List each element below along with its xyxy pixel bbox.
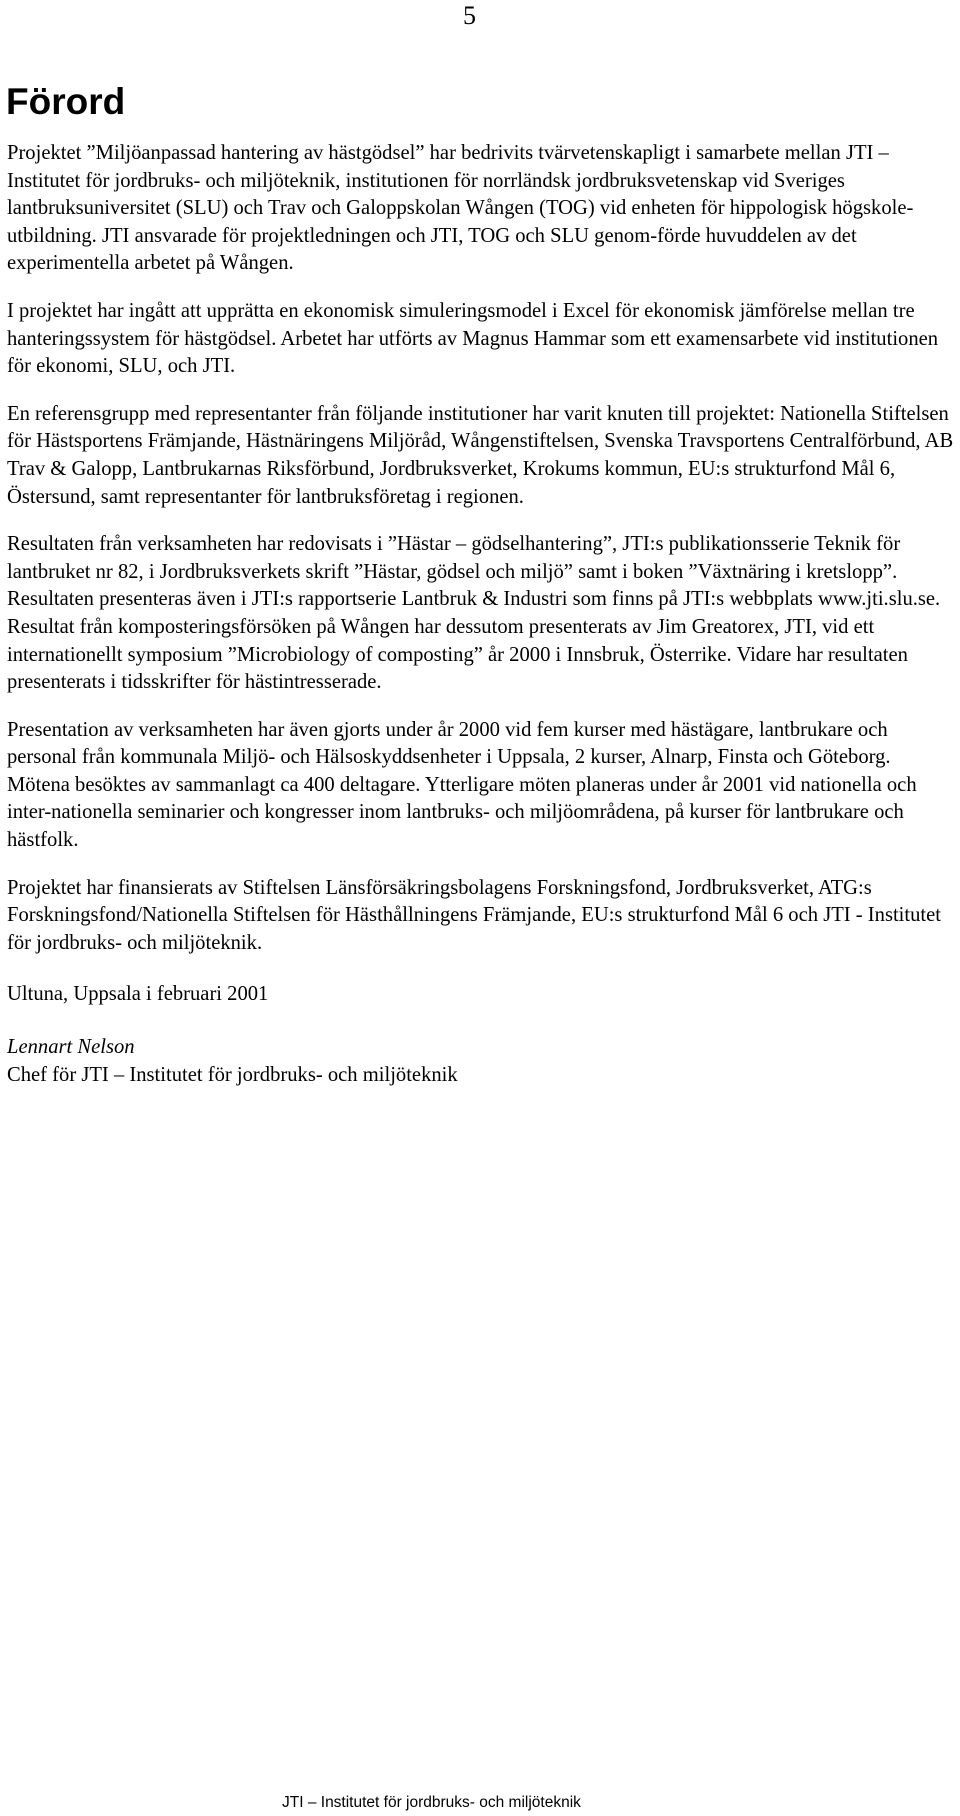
paragraph-4: Resultaten från verksamheten har redovisats i ”Hästar – gödselhantering”, JTI:s publikationsserie Teknik för lantbruket nr 82, i Jordbruksverkets skrift ”Hästar, gödsel och miljö” samt i boken ”Växtnäring i kretslopp”. Resultaten presenteras även i JTI:s rapportserie Lantbruk & Industri som finns på JTI:s webbplats www.jti.slu.se. Resultat från komposteringsförsöken på Wången har dessutom presenterats av Jim Greatorex, JTI, vid ett internationellt symposium ”Microbiology of composting” år 2000 i Innsbruk, Österrike. Vidare har resultaten presenterats i tidsskrifter för hästintresserade. [7,533,941,694]
page-number: 5 [463,1,476,30]
signer-title: Chef för JTI – Institutet för jordbruks- och miljöteknik [7,1063,458,1086]
place-date: Ultuna, Uppsala i februari 2001 [7,983,269,1006]
paragraph-2: I projektet har ingått att upprätta en ekonomisk simuleringsmodel i Excel för ekonomisk jämförelse mellan tre hanteringssystem för hästgödsel. Arbetet har utförts av Magnus Hammar som ett examensarbete vid institutionen för ekonomi, SLU, och JTI. [7,299,939,378]
paragraph-1: Projektet ”Miljöanpassad hantering av hästgödsel” har bedrivits tvärvetenskapligt i samarbete mellan JTI – Institutet för jordbruks- och miljöteknik, institutionen för norrländsk jordbruksvetenskap vid Sveriges lantbruksuniversitet (SLU) och Trav och Galoppskolan Wången (TOG) vid enheten för hippologisk högskole-utbildning. JTI ansvarade för projektledningen och JTI, TOG och SLU genom-förde huvuddelen av det experimentella arbetet på Wången. [7,142,914,275]
signature [7,1034,955,1089]
paragraph-5: Presentation av verksamheten har även gjorts under år 2000 vid fem kurser med hästägare, lantbrukare och personal från kommunala Miljö- och Hälsoskyddsenheter i Uppsala, 2 kurser, Alnarp, Finsta och Göteborg. Mötena besöktes av sammanlagt ca 400 deltagare. Ytterligare möten planeras under år 2001 vid nationella och inter-nationella seminarier och kongresser inom lantbruks- och miljöområdena, på kurser för lantbrukare och hästfolk. [7,718,917,852]
page-footer: JTI – Institutet för jordbruks- och miljöteknik [282,1794,581,1811]
paragraph-6: Projektet har finansierats av Stiftelsen Länsförsäkringsbolagens Forskningsfond, Jordbruksverket, ATG:s Forskningsfond/Nationella Stiftelsen för Hästhållningens Främjande, EU:s strukturfond Mål 6 och JTI - Institutet för jordbruks- och miljöteknik. [7,876,942,954]
body-text [7,140,955,1089]
page-title: Förord [6,81,126,122]
paragraph-3: En referensgrupp med representanter från följande institutioner har varit knuten till projektet: Nationella Stiftelsen för Hästsportens Främjande, Hästnäringens Miljöråd, Wångenstiftelsen, Svenska Travsportens Centralförbund, AB Trav & Galopp, Lantbrukarnas Riksförbund, Jordbruksverket, Krokums kommun, EU:s strukturfond Mål 6, Östersund, samt representanter för lantbruksföretag i regionen. [7,402,954,508]
signer-name: Lennart Nelson [7,1036,135,1059]
